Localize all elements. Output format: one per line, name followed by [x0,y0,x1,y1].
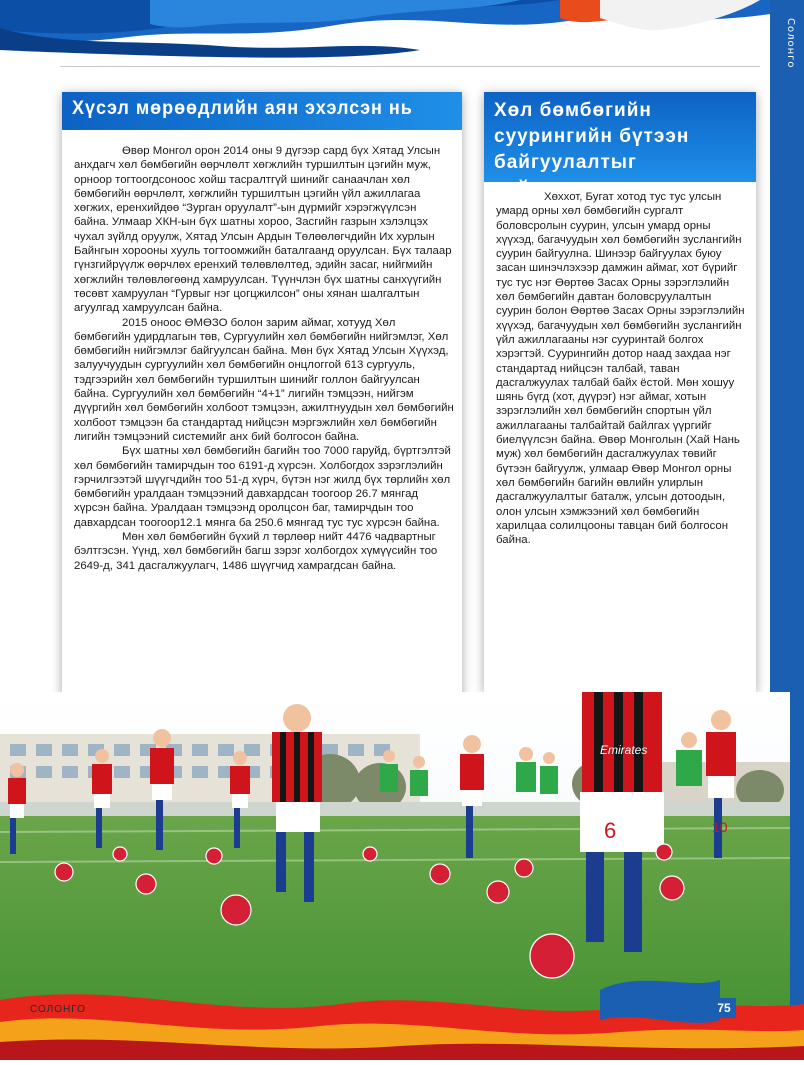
magazine-name: СОЛОНГО [30,1004,86,1015]
right-article [484,92,756,692]
left-paragraph: Өвөр Монгол орон 2014 оны 9 дүгээр сард бүх Хятад Улсын анхдагч хөл бөмбөгийн өөрчлөлт хөгжлийн туршилтын цэгийн муж, орноор тогтоогдсоноос хойш тасралтгүй шинийг санаачлан хөл бөмбөгийн өөрчлөлт, хөгжлийн туршилтын цэгийн үйл ажиллагаа хөгжих, еренхийдөө “Зурган оруулалт”-ын дүрмийг хэрэгжүүлсэн байна. Улмаар ХКН-ын бүх шатны хороо, Засгийн газрын хэлэлцэх чухал зүйлд оруулж, Хятад Улсын Ардын Төлөөлөгчдийн Их хурлын Байнгын хорооны хууль тогтоомжийн баталгаанд оруулсан. Бүх талаар гүнзгийрүүлж өөрчлөх еренхий төлөвлөлтөд, эдийн засаг, нийгмийн хөгжлийн төлөвлөгөөнд хамруулсан. Түүнчлэн бүх шатны санхүүгийн төсөвт хамруулан “Гурвыг нэг цогцжилсон” оны хянан шалгалтын агуулгад хамруулсан байна. [74,145,452,315]
page-number: 75 [712,998,736,1018]
left-article-body [74,144,454,573]
jersey-sponsor-text: Emirates [600,743,648,757]
left-article-heading-bar [62,92,462,130]
right-article-heading-bar [484,92,756,199]
right-paragraph: Хөххот, Бугат хотод тус тус улсын умард орны хөл бөмбөгийн сургалт боловсролын суурин, улсын умард орны хүүхэд, багачуудын хөл бөмбөгийн зуслангийн суурин байгуулна. Шинээр байгуулах буюу засан шинэчлэхээр дамжин аймаг, хот бүрийг тус тус нэг Өөртөө Засах Орны зэрэглэлийн хөл бөмбөгийн давтан боловсруулалтын суурин болон Өөртөө Засах Орны зэрэглэлийн хүүхэд, багачуудын хөл бөмбөгийн зуслангийн үйл ажиллагааны нэг сууринтай болгох хэрэгтэй. Суурингийн дотор наад захдаа нэг стандартад нийцсэн талбай, таван дасгалжуулах талбай байх ёстой. Мөн хошуу шянь бүгд (хот, дүүрэг) нэг аймаг, хотын зэрэглэлийн хөл бөмбөгийн спортын үйл ажиллагааны талбайтай байлгах үүргийг биелүүлсэн байна. Өвөр Монголын (Хай Нань муж) хөл бөмбөгийн дасгалжуулах төвийг бүтээн байгуулж, улмаар Өвөр Монгол орны хөл бөмбөгийн багийн өвлийн улирлын дасгалжуулалтыг баталж, улсын дотоодын, олон улсын хэмжээний хөл бөмбөгийн харилцаа солилцооны тавцан бий болгосон байна. [496,191,745,547]
right-article-body [496,190,748,547]
left-paragraph: Мөн хөл бөмбөгийн бүхий л төрлөөр нийт 4476 чадвартныг бэлтгэсэн. Үүнд, хөл бөмбөгийн багш зэрэг холбогдох хүмүүсийн тоо 2649-д, 341 дасгалжуулагч, 1486 шүүгчид хамрагдсан байна. [74,531,438,572]
top-decorative-banner [0,0,804,70]
left-paragraph: Бүх шатны хөл бөмбөгийн багийн тоо 7000 гаруйд, бүртгэлтэй хөл бөмбөгийн тамирчдын тоо 6191-д хүрсэн. Холбогдох зэрэглэлийн гэрчилгээтэй шүүгчдийн тоо 51-д хүрч, бүтэн нэг жилд бүх төрлийн хөл бөмбөгийн уралдаан тэмцээний давхардсан тоогоор 26.7 мянгад хүрсэн байна. Уралдаан тэмцээнд оролцсон баг, тамирчдын тоо давхардсан тоогоор12.1 мянга ба 250.6 мянгад тус тус хүрсэн байна. [74,445,451,529]
left-article-heading: Хүсэл мөрөөдлийн аян эхэлсэн нь [72,98,413,119]
left-article [62,92,462,722]
footer-decorative-wave [0,960,804,1060]
right-article-heading: Хөл бөмбөгийн суурингийн бүтээн байгуулалтыг сайжруулна [494,100,690,199]
side-magazine-label: Солонго [785,18,796,69]
left-paragraph: 2015 оноос ӨМӨЗО болон зарим аймаг, хотууд Хөл бөмбөгийн удирдлагын төв, Сургуулийн хөл бөмбөгийн нийгэмлэг, Хөл бөмбөгийн нийгэмлэг байгуулсан байна. Мөн бүх Хятад Улсын Хүүхэд, залуучуудын сургуулийн хөл бөмбөгийн онцлоггой 613 сургууль, тэдгээрийн хөл бөмбөгийн туршилтын шинийг голлон байгуулсан байна. Сургуулийн хөл бөмбөгийн “4+1” лигийн тэмцээн, нийгэм дүүргийн хөл бөмбөгийн холбоот тэмцээн, ажилтнуудын хөл бөмбөгийн холбоот тэмцээн ба стандартад нийцсэн мэргэжлийн хөл бөмбөгийн лигийн тэмцээний системийг анх бий болгосон байна. [74,316,454,443]
jersey-number-6: 6 [604,818,617,843]
jersey-number-10: 10 [712,819,728,835]
header-divider [60,66,760,67]
